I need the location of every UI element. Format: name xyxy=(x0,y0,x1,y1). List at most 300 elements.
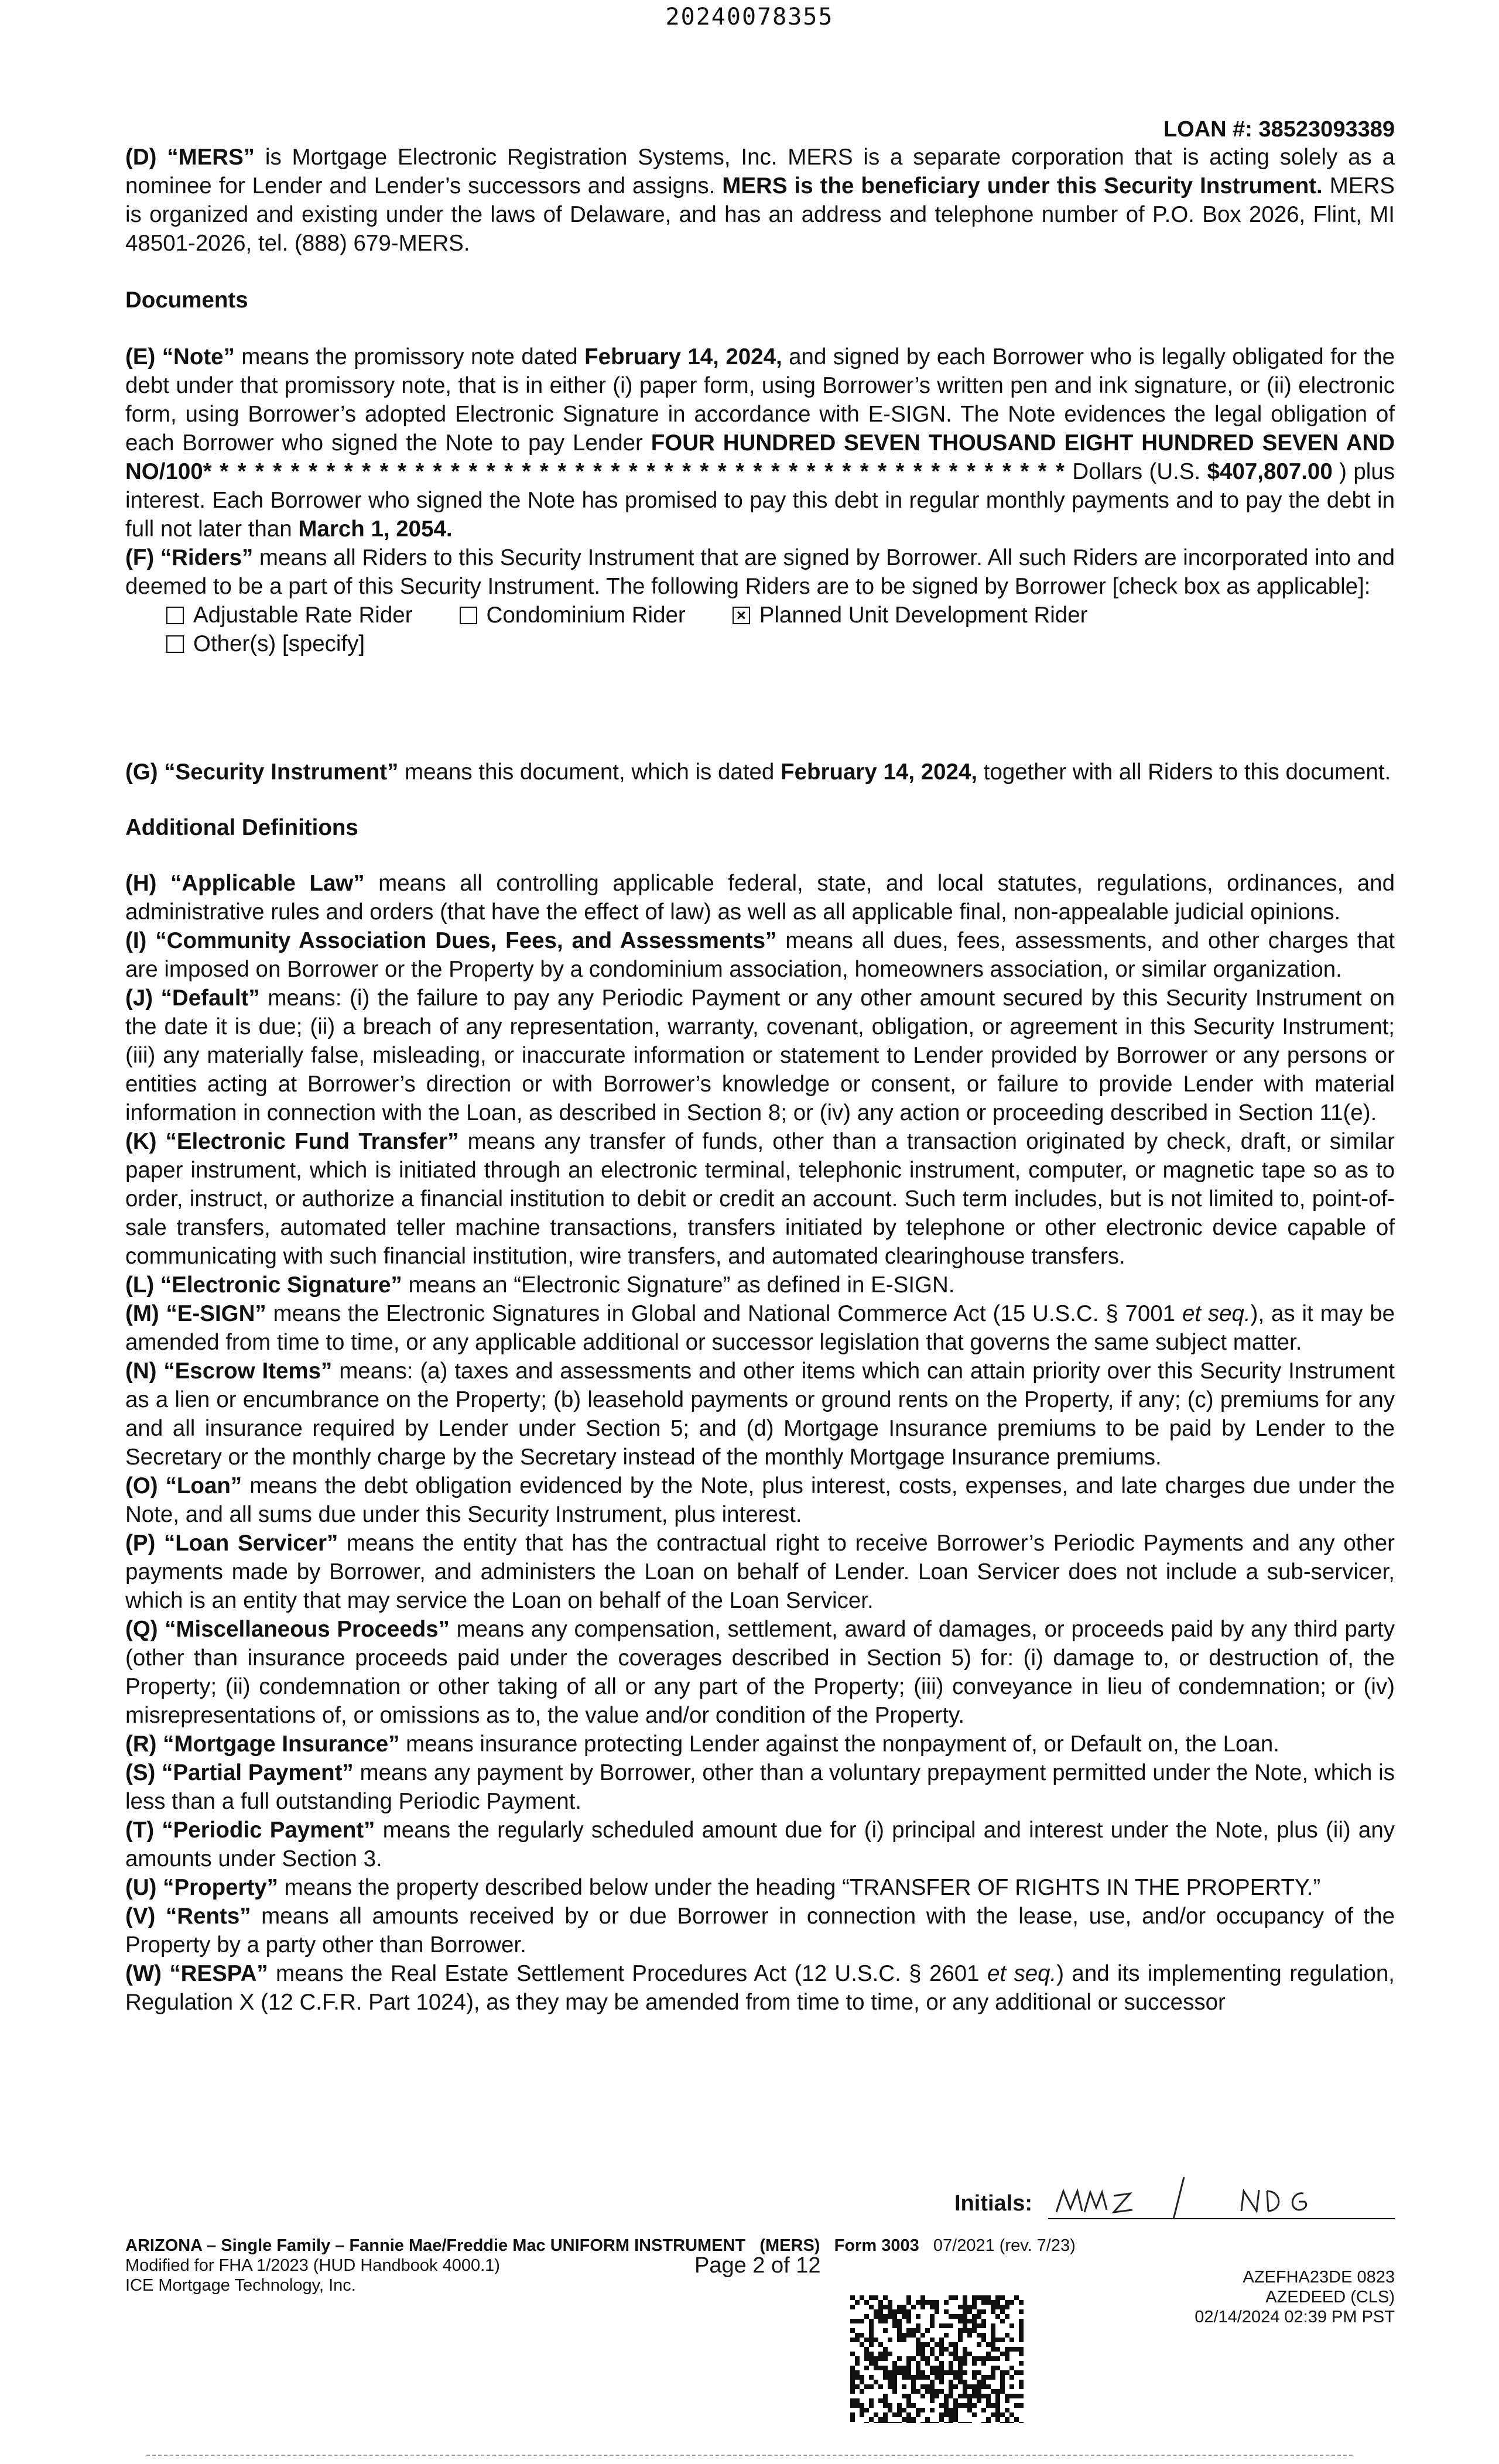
barcode-cell xyxy=(1019,2352,1024,2356)
barcode-cell xyxy=(939,2338,944,2342)
rider-checkbox-row xyxy=(125,629,1395,658)
barcode-cell xyxy=(883,2352,888,2356)
barcode-cell xyxy=(883,2398,888,2403)
barcode-cell xyxy=(949,2314,953,2319)
barcode-cell xyxy=(850,2398,855,2403)
barcode-cell xyxy=(949,2380,953,2384)
barcode-cell xyxy=(995,2300,1000,2305)
def-label: (J) “Default” xyxy=(125,985,260,1011)
barcode-cell xyxy=(906,2398,911,2403)
barcode-cell xyxy=(850,2338,855,2342)
barcode-cell xyxy=(977,2314,981,2319)
definition-u: (U) “Property” means the property described below under the heading “TRANSFER OF RIGHTS IN THE PROPERTY.” xyxy=(125,1875,1321,1900)
barcode-cell xyxy=(986,2422,991,2423)
barcode-cell xyxy=(944,2398,949,2403)
barcode-cell xyxy=(874,2356,878,2361)
barcode-cell xyxy=(935,2422,939,2423)
barcode-cell xyxy=(967,2408,972,2412)
barcode-cell xyxy=(1009,2300,1014,2305)
barcode-cell xyxy=(897,2328,902,2333)
barcode-cell xyxy=(878,2314,883,2319)
barcode-cell xyxy=(906,2403,911,2408)
barcode-cell xyxy=(883,2347,888,2352)
barcode-cell xyxy=(944,2323,949,2328)
barcode-cell xyxy=(953,2295,958,2300)
barcode-cell xyxy=(1014,2370,1019,2375)
barcode-cell xyxy=(958,2375,963,2380)
barcode-cell xyxy=(986,2295,991,2300)
barcode-cell xyxy=(883,2328,888,2333)
other-rider-checkbox[interactable] xyxy=(166,635,184,653)
barcode-cell xyxy=(958,2314,963,2319)
borrower-initials-ndg-signature xyxy=(1241,2190,1306,2211)
barcode-cell xyxy=(981,2380,986,2384)
definition-d: (D) “MERS” is Mortgage Electronic Registration Systems, Inc. MERS is a separate corporation that is acting solely as a nominee for Lender and Lender’s successors and assigns. MERS is the beneficiary under this Security Instrument. MERS is organized and existing under the laws of Delaware, and has an address and telephone number of P.O. Box 2026, Flint, MI 48501-2026, tel. (888) 679-MERS. xyxy=(125,145,1395,256)
barcode-cell xyxy=(981,2375,986,2380)
barcode-cell xyxy=(930,2338,935,2342)
barcode-cell xyxy=(939,2380,944,2384)
barcode-cell xyxy=(977,2342,981,2347)
barcode-cell xyxy=(953,2342,958,2347)
barcode-cell xyxy=(864,2356,869,2361)
barcode-cell xyxy=(920,2408,925,2412)
barcode-cell xyxy=(916,2323,920,2328)
adjustable-rate-rider-checkbox[interactable] xyxy=(166,607,184,624)
barcode-cell xyxy=(897,2422,902,2423)
barcode-cell xyxy=(953,2403,958,2408)
barcode-cell xyxy=(892,2384,897,2389)
barcode-cell xyxy=(892,2375,897,2380)
barcode-cell xyxy=(967,2333,972,2338)
loan-amount: $407,807.00 xyxy=(1207,459,1333,484)
definition-t: (T) “Periodic Payment” means the regularly scheduled amount due for (i) principal and interest under the Note, plus (ii) any amounts under Section 3. xyxy=(125,1818,1395,1871)
barcode-cell xyxy=(911,2389,916,2394)
barcode-cell xyxy=(1019,2403,1024,2408)
barcode-cell xyxy=(1019,2380,1024,2384)
barcode-cell xyxy=(972,2384,977,2389)
barcode-cell xyxy=(850,2403,855,2408)
barcode-cell xyxy=(902,2408,906,2412)
barcode-cell xyxy=(906,2370,911,2375)
loan-amount-words: FOUR HUNDRED SEVEN THOUSAND EIGHT HUNDRED SEVEN AND NO/100* xyxy=(125,430,1395,484)
barcode-cell xyxy=(888,2422,892,2423)
barcode-cell xyxy=(963,2352,967,2356)
barcode-cell xyxy=(1009,2412,1014,2417)
barcode-cell xyxy=(906,2314,911,2319)
definition-f: (F) “Riders” means all Riders to this Security Instrument that are signed by Borrower. All such Riders are incorporated into and deemed to be a part of this Security Instrument. The following Riders are to be signed by Borrower [check box as applicable]: xyxy=(125,545,1395,599)
barcode-cell xyxy=(869,2375,874,2380)
barcode-cell xyxy=(986,2300,991,2305)
barcode-cell xyxy=(930,2384,935,2389)
def-label: (K) “Electronic Fund Transfer” xyxy=(125,1129,459,1154)
barcode-cell xyxy=(850,2305,855,2309)
barcode-cell xyxy=(930,2398,935,2403)
barcode-cell xyxy=(883,2370,888,2375)
barcode-cell xyxy=(967,2309,972,2314)
document-body xyxy=(125,143,1395,2017)
barcode-cell xyxy=(967,2319,972,2323)
barcode-cell xyxy=(949,2384,953,2389)
barcode-cell xyxy=(930,2352,935,2356)
def-label: (H) “Applicable Law” xyxy=(125,871,365,896)
barcode-cell xyxy=(916,2342,920,2347)
barcode-cell xyxy=(920,2347,925,2352)
barcode-cell xyxy=(1009,2347,1014,2352)
barcode-cell xyxy=(878,2384,883,2389)
def-label: (D) “MERS” xyxy=(125,145,255,170)
barcode-cell xyxy=(864,2347,869,2352)
barcode-cell xyxy=(883,2366,888,2370)
barcode-cell xyxy=(958,2394,963,2398)
barcode-cell xyxy=(944,2408,949,2412)
definition-o: (O) “Loan” means the debt obligation evidenced by the Note, plus interest, costs, expenses, and late charges due under the Note, and all sums due under this Security Instrument, plus interest. xyxy=(125,1473,1395,1527)
barcode-cell xyxy=(1005,2347,1009,2352)
barcode-cell xyxy=(963,2380,967,2384)
barcode-cell xyxy=(981,2333,986,2338)
barcode-cell xyxy=(953,2384,958,2389)
barcode-cell xyxy=(963,2356,967,2361)
barcode-cell xyxy=(977,2394,981,2398)
barcode-cell xyxy=(1005,2398,1009,2403)
barcode-cell xyxy=(883,2295,888,2300)
barcode-cell xyxy=(958,2361,963,2366)
barcode-cell xyxy=(878,2309,883,2314)
barcode-cell xyxy=(906,2333,911,2338)
barcode-cell xyxy=(920,2342,925,2347)
barcode-cell xyxy=(860,2319,864,2323)
publisher: ICE Mortgage Technology, Inc. xyxy=(125,2276,356,2295)
other-rider-label: Other(s) [specify] xyxy=(193,631,365,656)
barcode-cell xyxy=(925,2375,930,2380)
barcode-cell xyxy=(874,2295,878,2300)
barcode-cell xyxy=(972,2300,977,2305)
barcode-cell xyxy=(1019,2328,1024,2333)
barcode-cell xyxy=(878,2422,883,2423)
barcode-cell xyxy=(878,2319,883,2323)
barcode-cell xyxy=(916,2370,920,2375)
barcode-cell xyxy=(939,2370,944,2375)
barcode-cell xyxy=(869,2333,874,2338)
barcode-2d-icon xyxy=(850,2295,1024,2423)
barcode-cell xyxy=(935,2342,939,2347)
barcode-cell xyxy=(902,2370,906,2375)
barcode-cell xyxy=(949,2417,953,2422)
barcode-cell xyxy=(869,2319,874,2323)
barcode-cell xyxy=(925,2389,930,2394)
barcode-cell xyxy=(897,2356,902,2361)
barcode-cell xyxy=(953,2314,958,2319)
barcode-cell xyxy=(916,2412,920,2417)
barcode-cell xyxy=(949,2361,953,2366)
page-bottom-rule xyxy=(146,2455,1353,2456)
barcode-cell xyxy=(850,2319,855,2323)
barcode-cell xyxy=(906,2319,911,2323)
barcode-cell xyxy=(967,2394,972,2398)
barcode-cell xyxy=(869,2417,874,2422)
barcode-cell xyxy=(888,2305,892,2309)
barcode-cell xyxy=(935,2305,939,2309)
barcode-cell xyxy=(949,2412,953,2417)
barcode-cell xyxy=(995,2314,1000,2319)
definition-s: (S) “Partial Payment” means any payment by Borrower, other than a voluntary prepayment permitted under the Note, which is less than a full outstanding Periodic Payment. xyxy=(125,1760,1395,1814)
barcode-cell xyxy=(911,2328,916,2333)
condominium-rider-checkbox[interactable] xyxy=(460,607,477,624)
barcode-cell xyxy=(939,2389,944,2394)
barcode-cell xyxy=(874,2314,878,2319)
barcode-cell xyxy=(949,2323,953,2328)
barcode-cell xyxy=(981,2338,986,2342)
barcode-cell xyxy=(855,2356,860,2361)
barcode-cell xyxy=(953,2417,958,2422)
barcode-cell xyxy=(888,2408,892,2412)
barcode-cell xyxy=(1009,2366,1014,2370)
barcode-cell xyxy=(916,2366,920,2370)
definition-n: (N) “Escrow Items” means: (a) taxes and assessments and other items which can attain priority over this Security Instrument as a lien or encumbrance on the Property; (b) leasehold payments or ground rents on the Property, if any; (c) premiums for any and all insurance required by Lender under Section 5; and (d) Mortgage Insurance premiums to be paid by Lender to the Secretary or the monthly charge by the Secretary instead of the monthly Mortgage Insurance premiums. xyxy=(125,1358,1395,1470)
barcode-cell xyxy=(864,2300,869,2305)
barcode-cell xyxy=(883,2403,888,2408)
barcode-cell xyxy=(953,2356,958,2361)
barcode-cell xyxy=(981,2361,986,2366)
barcode-cell xyxy=(991,2375,995,2380)
barcode-cell xyxy=(883,2412,888,2417)
barcode-cell xyxy=(991,2389,995,2394)
def-label: (G) “Security Instrument” xyxy=(125,759,399,785)
barcode-cell xyxy=(916,2347,920,2352)
def-label: (F) “Riders” xyxy=(125,545,254,570)
barcode-cell xyxy=(981,2319,986,2323)
barcode-cell xyxy=(963,2309,967,2314)
barcode-cell xyxy=(850,2417,855,2422)
barcode-cell xyxy=(911,2380,916,2384)
barcode-cell xyxy=(958,2380,963,2384)
barcode-cell xyxy=(860,2412,864,2417)
barcode-cell xyxy=(986,2356,991,2361)
barcode-cell xyxy=(949,2366,953,2370)
barcode-cell xyxy=(953,2412,958,2417)
def-label: (P) “Loan Servicer” xyxy=(125,1531,338,1556)
definition-k: (K) “Electronic Fund Transfer” means any transfer of funds, other than a transaction originated by check, draft, or similar paper instrument, which is initiated through an electronic terminal, telephonic instrument, computer, or magnetic tape so as to order, instruct, or authorize a financial institution to debit or credit an account. Such term includes, but is not limited to, point-of-sale transfers, automated teller machine transactions, transfers initiated by telephone or other electronic device capable of communicating with such financial institution, wire transfers, and automated clearinghouse transfers. xyxy=(125,1129,1395,1269)
barcode-cell xyxy=(953,2347,958,2352)
barcode-cell xyxy=(944,2333,949,2338)
barcode-cell xyxy=(944,2300,949,2305)
def-label: (I) “Community Association Dues, Fees, and Assessments” xyxy=(125,928,777,953)
barcode-cell xyxy=(930,2394,935,2398)
barcode-cell xyxy=(925,2356,930,2361)
barcode-cell xyxy=(935,2389,939,2394)
barcode-cell xyxy=(1005,2305,1009,2309)
adjustable-rate-rider-label: Adjustable Rate Rider xyxy=(193,603,413,628)
barcode-cell xyxy=(911,2375,916,2380)
barcode-cell xyxy=(902,2309,906,2314)
barcode-cell xyxy=(902,2417,906,2422)
barcode-cell xyxy=(963,2328,967,2333)
barcode-cell xyxy=(930,2422,935,2423)
barcode-cell xyxy=(981,2309,986,2314)
barcode-cell xyxy=(860,2389,864,2394)
barcode-cell xyxy=(869,2328,874,2333)
barcode-cell xyxy=(981,2295,986,2300)
barcode-cell xyxy=(963,2422,967,2423)
barcode-cell xyxy=(883,2319,888,2323)
definition-e: (E) “Note” means the promissory note dated February 14, 2024, and signed by each Borrower who is legally obligated for the debt under that promissory note, that is in either (i) paper form, using Borrower’s written pen and ink signature, or (ii) electronic form, using Borrower’s adopted Electronic Signature in accordance with E-SIGN. The Note evidences the legal obligation of each Borrower who signed the Note to pay Lender FOUR HUNDRED SEVEN THOUSAND EIGHT HUNDRED SEVEN AND NO/100* * * * * * * * * * * * * * * * * * * * * * * * * * * * * * * * * * * * * * * * * * * * * * * * * Dollars (U.S. $407,807.00 ) plus interest. Each Borrower who signed the Note has promised to pay this debt in regular monthly payments and to pay the debt in full not later than March 1, 2054. xyxy=(125,344,1395,542)
barcode-cell xyxy=(869,2361,874,2366)
barcode-cell xyxy=(967,2328,972,2333)
barcode-cell xyxy=(906,2422,911,2423)
barcode-cell xyxy=(1019,2422,1024,2423)
barcode-cell xyxy=(864,2352,869,2356)
barcode-cell xyxy=(916,2408,920,2412)
barcode-cell xyxy=(860,2380,864,2384)
barcode-cell xyxy=(953,2398,958,2403)
barcode-cell xyxy=(869,2356,874,2361)
barcode-cell xyxy=(991,2333,995,2338)
definition-p: (P) “Loan Servicer” means the entity that has the contractual right to receive Borrower’s Periodic Payments and any other payments made by Borrower, and administers the Loan on behalf of Lender. Loan Servicer does not include a sub-servicer, which is an entity that may service the Loan on behalf of the Loan Servicer. xyxy=(125,1531,1395,1613)
barcode-cell xyxy=(892,2366,897,2370)
definition-i: (I) “Community Association Dues, Fees, and Assessments” means all dues, fees, assessments, and other charges that are imposed on Borrower or the Property by a condominium association, homeowners association, or similar organization. xyxy=(125,928,1395,982)
barcode-cell xyxy=(869,2305,874,2309)
barcode-cell xyxy=(1019,2394,1024,2398)
barcode-cell xyxy=(888,2403,892,2408)
barcode-cell xyxy=(1000,2370,1005,2375)
barcode-cell xyxy=(977,2309,981,2314)
barcode-cell xyxy=(995,2305,1000,2309)
barcode-cell xyxy=(892,2314,897,2319)
barcode-cell xyxy=(869,2323,874,2328)
planned-unit-development-rider-checkbox[interactable]: × xyxy=(733,607,750,624)
barcode-cell xyxy=(1000,2422,1005,2423)
barcode-cell xyxy=(897,2305,902,2309)
barcode-cell xyxy=(1009,2394,1014,2398)
barcode-cell xyxy=(939,2342,944,2347)
barcode-cell xyxy=(963,2389,967,2394)
barcode-cell xyxy=(850,2380,855,2384)
barcode-cell xyxy=(972,2394,977,2398)
barcode-cell xyxy=(986,2394,991,2398)
barcode-cell xyxy=(991,2347,995,2352)
barcode-cell xyxy=(977,2380,981,2384)
barcode-cell xyxy=(883,2422,888,2423)
barcode-cell xyxy=(1019,2319,1024,2323)
barcode-cell xyxy=(977,2398,981,2403)
barcode-cell xyxy=(902,2375,906,2380)
loan-number: 38523093389 xyxy=(1258,117,1395,142)
barcode-cell xyxy=(981,2408,986,2412)
barcode-cell xyxy=(864,2314,869,2319)
barcode-cell xyxy=(939,2323,944,2328)
barcode-cell xyxy=(1014,2347,1019,2352)
barcode-cell xyxy=(855,2300,860,2305)
barcode-cell xyxy=(892,2309,897,2314)
barcode-cell xyxy=(958,2370,963,2375)
barcode-cell xyxy=(995,2412,1000,2417)
barcode-cell xyxy=(883,2305,888,2309)
barcode-cell xyxy=(995,2295,1000,2300)
barcode-cell xyxy=(892,2412,897,2417)
barcode-cell xyxy=(977,2384,981,2389)
barcode-cell xyxy=(902,2394,906,2398)
barcode-cell xyxy=(902,2333,906,2338)
barcode-cell xyxy=(883,2394,888,2398)
barcode-cell xyxy=(869,2384,874,2389)
barcode-cell xyxy=(888,2370,892,2375)
barcode-cell xyxy=(850,2412,855,2417)
barcode-cell xyxy=(995,2408,1000,2412)
barcode-cell xyxy=(888,2309,892,2314)
barcode-cell xyxy=(888,2380,892,2384)
barcode-cell xyxy=(888,2300,892,2305)
barcode-cell xyxy=(906,2328,911,2333)
barcode-cell xyxy=(925,2328,930,2333)
barcode-cell xyxy=(972,2314,977,2319)
barcode-cell xyxy=(972,2356,977,2361)
barcode-cell xyxy=(963,2319,967,2323)
barcode-cell xyxy=(1005,2422,1009,2423)
barcode-cell xyxy=(939,2352,944,2356)
barcode-cell xyxy=(906,2356,911,2361)
barcode-cell xyxy=(920,2352,925,2356)
rider-checkbox-row xyxy=(125,601,1395,629)
barcode-cell xyxy=(935,2370,939,2375)
barcode-cell xyxy=(911,2384,916,2389)
barcode-cell xyxy=(920,2394,925,2398)
barcode-cell xyxy=(925,2361,930,2366)
barcode-cell xyxy=(935,2309,939,2314)
barcode-cell xyxy=(930,2323,935,2328)
barcode-cell xyxy=(935,2356,939,2361)
barcode-cell xyxy=(911,2403,916,2408)
barcode-cell xyxy=(953,2408,958,2412)
barcode-cell xyxy=(1000,2412,1005,2417)
barcode-cell xyxy=(892,2361,897,2366)
barcode-cell xyxy=(972,2361,977,2366)
barcode-cell xyxy=(916,2375,920,2380)
barcode-cell xyxy=(991,2338,995,2342)
barcode-cell xyxy=(967,2403,972,2408)
barcode-cell xyxy=(864,2422,869,2423)
barcode-cell xyxy=(991,2370,995,2375)
barcode-cell xyxy=(1019,2347,1024,2352)
barcode-cell xyxy=(855,2384,860,2389)
barcode-cell xyxy=(986,2352,991,2356)
barcode-cell xyxy=(991,2403,995,2408)
barcode-cell xyxy=(855,2338,860,2342)
definition-q: (Q) “Miscellaneous Proceeds” means any compensation, settlement, award of damages, or proceeds paid by any third party (other than insurance proceeds paid under the coverages described in Section 5) for: (i) damage to, or destruction of, the Property; (ii) condemnation or other taking of all or any part of the Property; (iii) conveyance in lieu of condemnation; or (iv) misrepresentations of, or omissions as to, the value and/or condition of the Property. xyxy=(125,1617,1395,1728)
barcode-cell xyxy=(967,2352,972,2356)
barcode-cell xyxy=(892,2389,897,2394)
barcode-cell xyxy=(864,2384,869,2389)
barcode-cell xyxy=(1019,2323,1024,2328)
barcode-cell xyxy=(967,2305,972,2309)
barcode-cell xyxy=(1009,2422,1014,2423)
barcode-cell xyxy=(967,2422,972,2423)
barcode-cell xyxy=(897,2323,902,2328)
loan-label: LOAN #: xyxy=(1163,117,1252,142)
barcode-cell xyxy=(963,2323,967,2328)
barcode-cell xyxy=(911,2305,916,2309)
barcode-cell xyxy=(920,2370,925,2375)
note-date: February 14, 2024, xyxy=(584,344,782,369)
definition-l: (L) “Electronic Signature” means an “Electronic Signature” as defined in E-SIGN. xyxy=(125,1272,955,1298)
barcode-cell xyxy=(883,2375,888,2380)
maturity-date: March 1, 2054. xyxy=(298,516,453,542)
barcode-cell xyxy=(977,2295,981,2300)
barcode-cell xyxy=(1019,2338,1024,2342)
barcode-cell xyxy=(1000,2305,1005,2309)
barcode-cell xyxy=(977,2389,981,2394)
barcode-cell xyxy=(916,2338,920,2342)
barcode-cell xyxy=(939,2361,944,2366)
security-instrument-date: February 14, 2024, xyxy=(781,759,978,785)
